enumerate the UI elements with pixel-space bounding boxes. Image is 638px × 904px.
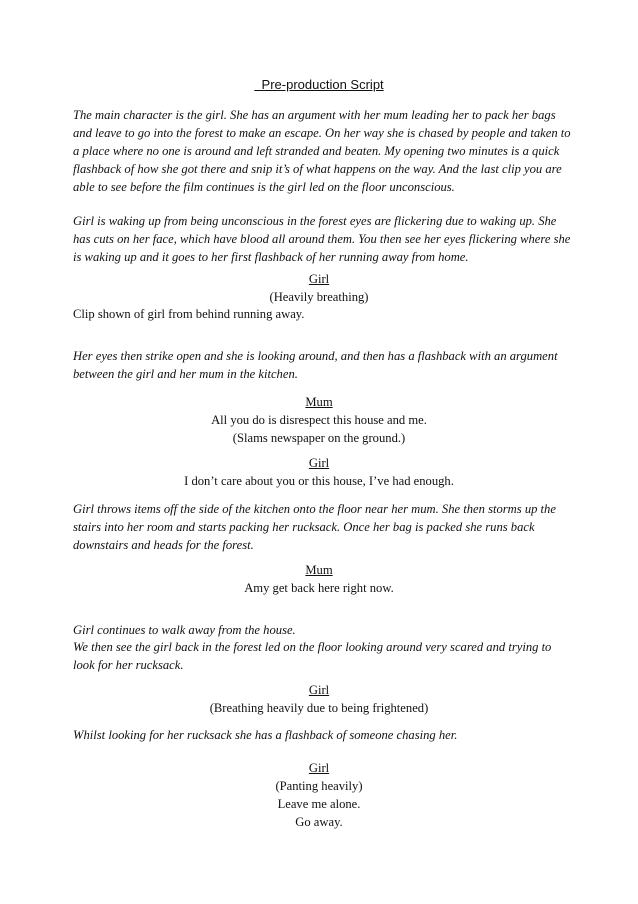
dialogue-block-3 <box>0 454 638 490</box>
scene-description-3: Girl throws items off the side of the kitchen onto the floor near her mum. She then storms up the stairs into her room and starts packing her rucksack. Once her bag is packed she runs back downstairs and heads for the forest. <box>73 502 556 552</box>
dialogue-block-6 <box>0 759 638 831</box>
stage-direction: (Heavily breathing) <box>269 290 369 304</box>
scene-description-5: Whilst looking for her rucksack she has a flashback of someone chasing her. <box>73 728 458 742</box>
speaker-name: Girl <box>308 683 330 697</box>
dialogue-line: Leave me alone. <box>277 797 361 811</box>
speaker-name: Girl <box>308 456 330 470</box>
speaker-name: Girl <box>308 272 330 286</box>
scene-description-4b: We then see the girl back in the forest led on the floor looking around very scared and trying to look for her rucksack. <box>73 640 552 672</box>
speaker-name: Mum <box>305 563 333 577</box>
intro-paragraph: The main character is the girl. She has an argument with her mum leading her to pack her bags and leave to go into the forest to make an escape. On her way she is chased by people and taken to a place where no one is around and left stranded and beaten. My opening two minutes is a quick flashback of how she got there and snip it’s of what happens on the way. And the last clip you are able to see before the film continues is the girl led on the floor unconscious. <box>73 108 571 194</box>
dialogue-block-1 <box>0 270 638 306</box>
stage-direction: (Breathing heavily due to being frightened) <box>209 701 429 715</box>
dialogue-line: Amy get back here right now. <box>244 581 394 595</box>
dialogue-line: All you do is disrespect this house and me. <box>211 413 427 427</box>
dialogue-block-4 <box>0 561 638 597</box>
page-title: Pre-production Script <box>254 77 384 92</box>
scene-description-2: Her eyes then strike open and she is looking around, and then has a flashback with an argument between the girl and her mum in the kitchen. <box>73 349 558 381</box>
stage-direction: (Panting heavily) <box>275 779 363 793</box>
speaker-name: Girl <box>308 761 330 775</box>
speaker-name: Mum <box>305 395 333 409</box>
scene-description-4a: Girl continues to walk away from the house. <box>73 623 296 637</box>
dialogue-block-2 <box>0 393 638 447</box>
scene-description-1: Girl is waking up from being unconscious in the forest eyes are flickering due to waking up. She has cuts on her face, which have blood all around them. You then see her eyes flickering where she is waking up and it goes to her first flashback of her running away from home. <box>73 214 571 264</box>
action-line-1: Clip shown of girl from behind running away. <box>73 307 305 321</box>
dialogue-line: I don’t care about you or this house, I’ve had enough. <box>184 474 454 488</box>
dialogue-block-5 <box>0 681 638 717</box>
dialogue-line: Go away. <box>295 815 343 829</box>
stage-direction: (Slams newspaper on the ground.) <box>232 431 406 445</box>
